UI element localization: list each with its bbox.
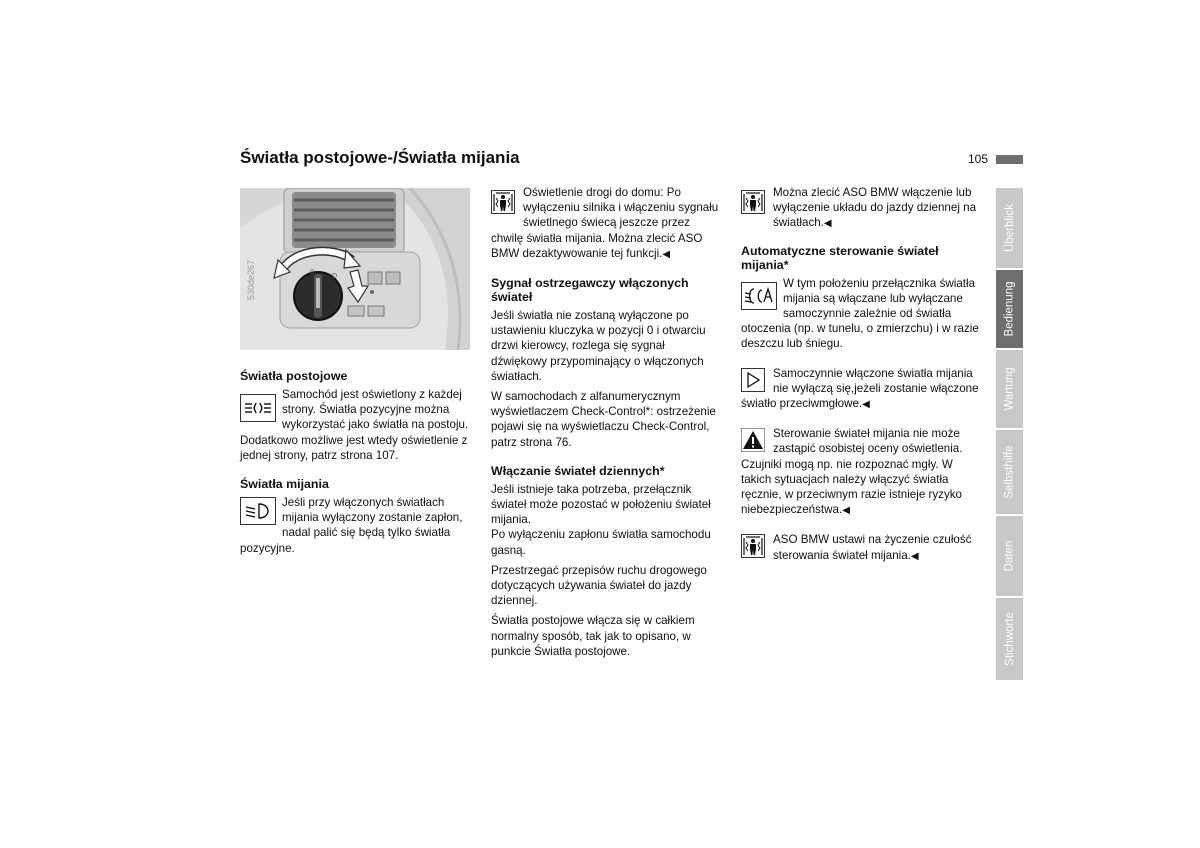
auto-low-beam-block	[741, 276, 981, 352]
note-sensor-warning	[741, 426, 981, 518]
service-workshop-icon	[491, 190, 515, 214]
auto-low-beam-text: W tym położeniu przełącznika światła mijania są włączane lub wyłączane samoczynnie zależnie od światła otoczenia (np. w tunelu, o zmierzchu) i w razie deszczu lub śniegu.	[741, 276, 979, 351]
note-sensitivity	[741, 532, 981, 563]
daytime-service-text: Można zlecić ASO BMW włączenie lub wyłączenie układu do jazdy dziennej na światłach.	[773, 186, 977, 230]
home-lighting-text: Oświetlenie drogi do domu: Po wyłączeniu silnika i włączeniu sygnału świetlnego świecą jeszcze przez chwilę światła mijania. Można zlecić ASO BMW dezaktywowanie tej funkcji.	[491, 186, 719, 260]
dial-mark-d: D	[332, 273, 338, 280]
tab-daten[interactable]: Daten	[996, 516, 1023, 596]
daytime-lights-text-4: Światła postojowe włącza się w całkiem normalny sposób, tak jak to opisano, w punkcie Światła postojowe.	[491, 614, 695, 658]
column-3	[741, 185, 981, 574]
sensor-warning-text: Sterowanie świateł mijania nie może zastąpić osobistej oceny oświetlenia. Czujniki mogą np. nie rozpoznać mgły. W takich sytuacjach należy włączyć światła ręcznie, w przeciwnym razie istnieje ryzyko niebezpieczeństwa.	[741, 427, 963, 517]
auto-headlight-icon	[741, 282, 777, 310]
warning-triangle-icon	[741, 428, 765, 452]
heading-low-beam: Światła mijania	[240, 477, 329, 492]
note-daytime-service	[741, 185, 981, 232]
heading-warning-signal: Sygnał ostrzegawczy włączonych świateł	[491, 276, 689, 305]
fog-light-text: Samoczynnie włączone światła mijania nie wyłączą się,jeżeli zostanie włączone światło przeciwmgłowe.	[741, 366, 979, 411]
end-mark: ◀	[910, 550, 919, 562]
dial-mark-zero: 0	[310, 269, 314, 276]
tab-stichworte[interactable]: Stichworte	[996, 598, 1023, 680]
end-mark: ◀	[862, 399, 870, 411]
page-number-bar	[996, 155, 1023, 164]
heading-daytime-lights: Włączanie świateł dziennych*	[491, 463, 665, 478]
figure-label: 530de267	[246, 259, 256, 300]
tab-wartung[interactable]: Wartung	[996, 350, 1023, 428]
column-1	[240, 369, 480, 561]
column-2	[491, 185, 723, 664]
service-workshop-icon	[741, 190, 765, 214]
heading-parking-lights: Światła postojowe	[240, 369, 348, 383]
low-beam-icon	[240, 497, 276, 525]
heading-auto-low-beam: Automatyczne sterowanie świateł mijania*	[741, 243, 939, 272]
tab-selbsthilfe[interactable]: Selbsthilfe	[996, 430, 1023, 514]
service-workshop-icon	[741, 534, 765, 558]
note-fog-light	[741, 366, 981, 413]
tab-uberblick[interactable]: Überblick	[996, 188, 1023, 268]
daytime-lights-text-1: Jeśli istnieje taka potrzeba, przełącznik świateł może pozostać w położeniu świateł mijania.	[491, 482, 711, 527]
daytime-lights-text-3: Przestrzegać przepisów ruchu drogowego dotyczących używania świateł do jazdy dziennej.	[491, 563, 707, 608]
low-beam-text: Jeśli przy włączonych światłach mijania wyłączony zostanie zapłon, nadal palić się będą tylko światła pozycyjne.	[240, 496, 463, 555]
daytime-lights-text-2: Po wyłączeniu zapłonu światła samochodu gasną.	[491, 528, 711, 557]
light-switch-figure	[240, 188, 470, 350]
end-mark: ◀	[842, 505, 850, 517]
parking-lights-icon	[240, 394, 276, 422]
note-home-lighting	[491, 185, 723, 262]
parking-lights-text: Samochód jest oświetlony z każdej strony. Światła pozycyjne można wykorzystać jako światła na postoju. Dodatkowo możliwe jest wtedy oświetlenie z jednej strony, patrz strona 107.	[240, 388, 469, 462]
light-switch-illustration	[240, 188, 470, 350]
warning-signal-text-2: W samochodach z alfanumerycznym wyświetlaczem Check-Control*: ostrzeżenie pojawi się na wyświetlaczu Check-Control, patrz strona 76.	[491, 390, 716, 449]
end-mark: ◀	[662, 248, 671, 260]
warning-signal-text-1: Jeśli światła nie zostaną wyłączone po ustawieniu kluczyka w pozycji 0 i otwarciu drzwi kierowcy, rozlega się sygnał dźwiękowy przypominający o włączonych światłach.	[491, 309, 706, 383]
section-tabs	[996, 188, 1023, 682]
sensitivity-text: ASO BMW ustawi na życzenie czułość sterowania świateł mijania.	[773, 533, 972, 562]
page-title: Światła postojowe-/Światła mijania	[240, 148, 520, 167]
page-number: 105	[968, 152, 989, 166]
end-mark: ◀	[823, 218, 832, 230]
note-arrow-icon	[741, 368, 765, 392]
tab-bedienung[interactable]: Bedienung	[996, 270, 1023, 348]
